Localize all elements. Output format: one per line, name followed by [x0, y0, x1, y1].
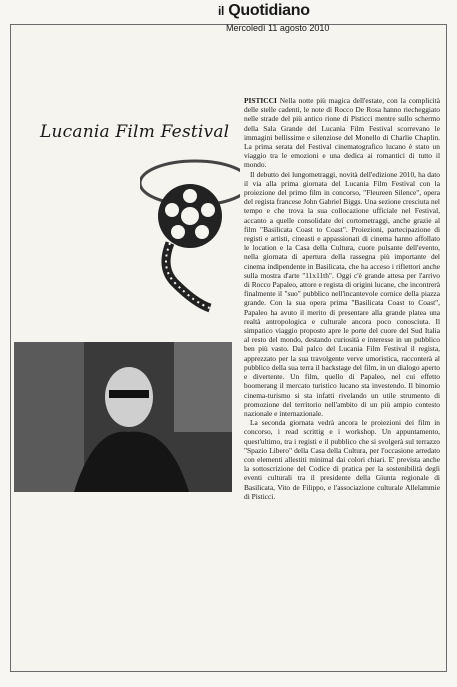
- masthead-name: Quotidiano: [228, 2, 310, 19]
- article-body: [244, 96, 440, 501]
- film-reel-illustration: [140, 148, 240, 318]
- article-lead: PISTICCI: [244, 96, 277, 105]
- dateline: Mercoledì 11 agosto 2010: [226, 23, 330, 33]
- masthead-prefix: il: [218, 4, 225, 18]
- newspaper-masthead: [218, 2, 310, 20]
- portrait-photo: [14, 342, 232, 492]
- article-paragraph: Il debutto dei lungometraggi, novità dell'edizione 2010, ha dato il via alla prima giornata del Lucania Film Festival con la proiezione del primo film in concorso, "Fleureen Silence", opera del regista francese John Gabriel Biggs. Una sezione cresciuta nel tempo e che trova la sua collocazione ufficiale nel Festival, accanto a quelle consolidate dei cortometraggi, anche grazie al film "Basilicata Coast to Coast". Proiezioni, partecipazione di registi e artisti, cineasti e appassionati di cinema hanno affollato le location e la Casa della Cultura, cuore pulsante dell'evento, nella giornata di apertura della rassegna più importante del cinema indipendente in Basilicata, che ha acceso i riflettori anche sulla mostra d'arte "11x11th". Oggi c'è grande attesa per l'arrivo di Rocco Papaleo, attore e regista di origini lucane, che incontrerà finalmente il "suo" pubblico nell'incantevole cornice della piazza grande. Con la sua opera prima "Basilicata Coast to Coast", Papaleo ha avuto il merito di presentare alla grande platea una realtà antropologica e culturale ancora poco conosciuta. Il simpatico viaggio proposto apre le porte del cuore del Sud Italia al resto del mondo, destando curiosità e interesse in un pubblico ben più vasto. Dal palco del Lucania Film Festival il regista, apprezzato per la sua travolgente verve umoristica, racconterà al pubblico della sua terra il backstage del film, in un dialogo aperto e divertente. Un film, quello di Papaleo, nel cui effetto boomerang il mercato turistico lucano sta investendo. Il binomio cinema-turismo si sta infatti rivelando un utile strumento di promozione del territorio nell'ambito di un più ampio contesto nazionale e internazionale.: [244, 169, 440, 418]
- portrait-image: [14, 342, 232, 492]
- article-headline: Lucania Film Festival: [40, 122, 230, 142]
- article-paragraph: La seconda giornata vedrà ancora le proiezioni dei film in concorso, i read scrittig e i workshop. Un appuntamento, quest'ultimo, tra i registi e il pubblico che si svolgerà sul terrazzo "Spazio Libero" della Casa della Cultura, per l'occasione arredato con elementi allestiti minimal dai colori chiari. E' prevista anche la sottoscrizione del Codice di pratica per la sostenibilità degli eventi culturali tra il presidente della Giunta regionale di Basilicata, Vito de Filippo, e l'associazione culturale Allelammie di Pisticci.: [244, 418, 440, 501]
- article-paragraph: PISTICCI Nella notte più magica dell'estate, con la complicità delle stelle cadenti, le note di Rocco De Rosa hanno riecheggiato nelle strade del più antico rione di Pisticci mentre sullo schermo della Sala Grande del Lucania Film Festival scorrevano le immagini bellissime e silenziose del Monello di Charlie Chaplin. La prima serata del Festival cinematografico lucano è stato un viaggio tra le emozioni e una dedica ai romantici di tutto il mondo.: [244, 96, 440, 170]
